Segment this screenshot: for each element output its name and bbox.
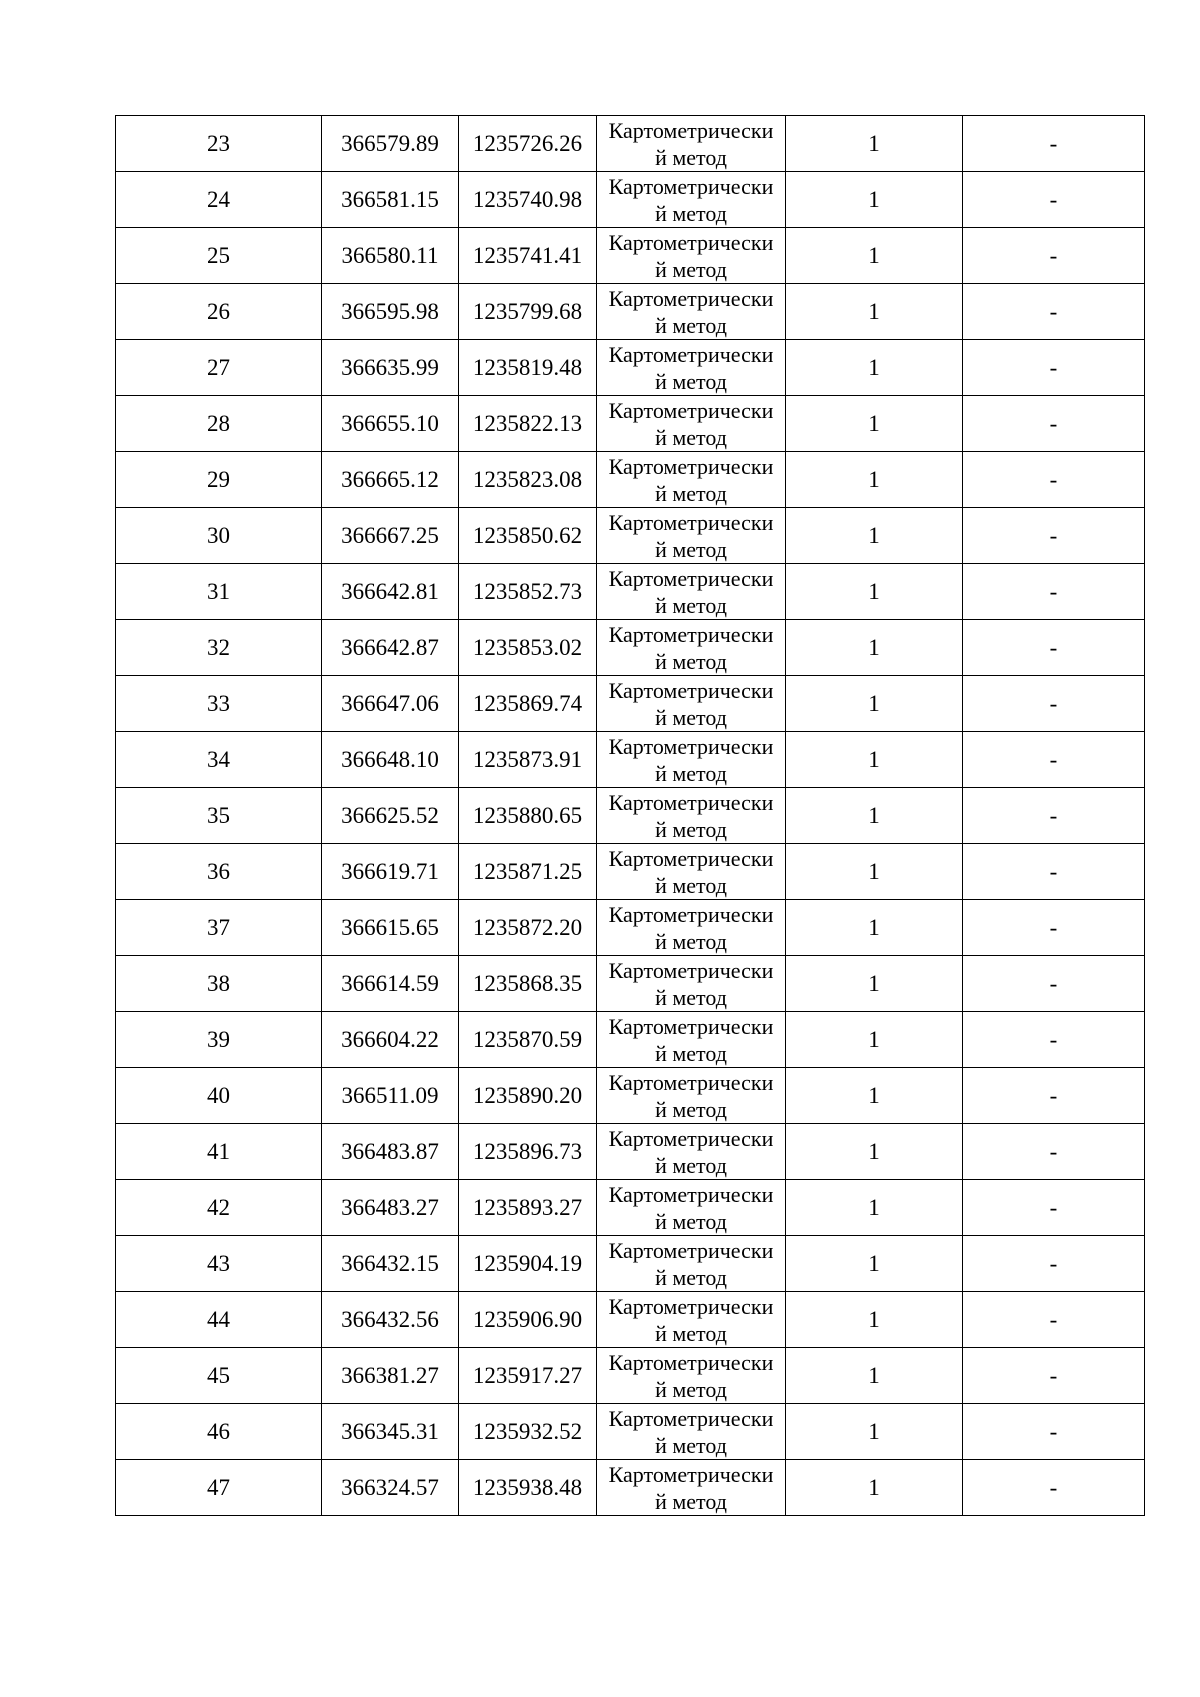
method-text-line2: й метод xyxy=(655,1152,727,1178)
method-cell xyxy=(597,844,786,900)
note-cell: - xyxy=(963,956,1145,1012)
accuracy-cell: 1 xyxy=(786,396,963,452)
note-cell: - xyxy=(963,1348,1145,1404)
table-row xyxy=(116,172,1145,228)
method-text-line1: Картометрически xyxy=(608,285,774,311)
method-cell xyxy=(597,340,786,396)
method-cell xyxy=(597,1068,786,1124)
point-number-cell: 29 xyxy=(116,452,322,508)
y-coordinate-cell: 1235870.59 xyxy=(459,1012,597,1068)
method-text-line2: й метод xyxy=(655,480,727,506)
method-text-line2: й метод xyxy=(655,928,727,954)
table-row xyxy=(116,732,1145,788)
method-cell xyxy=(597,284,786,340)
y-coordinate-cell: 1235906.90 xyxy=(459,1292,597,1348)
point-number-cell: 47 xyxy=(116,1460,322,1516)
point-number-cell: 31 xyxy=(116,564,322,620)
method-text-line2: й метод xyxy=(655,1264,727,1290)
table-row xyxy=(116,1404,1145,1460)
y-coordinate-cell: 1235890.20 xyxy=(459,1068,597,1124)
method-text-line1: Картометрически xyxy=(608,1125,774,1151)
point-number-cell: 43 xyxy=(116,1236,322,1292)
x-coordinate-cell: 366665.12 xyxy=(322,452,459,508)
method-cell xyxy=(597,1236,786,1292)
method-text-line2: й метод xyxy=(655,424,727,450)
point-number-cell: 40 xyxy=(116,1068,322,1124)
note-cell: - xyxy=(963,564,1145,620)
method-text-line1: Картометрически xyxy=(608,341,774,367)
table-row xyxy=(116,284,1145,340)
x-coordinate-cell: 366483.87 xyxy=(322,1124,459,1180)
note-cell: - xyxy=(963,508,1145,564)
x-coordinate-cell: 366579.89 xyxy=(322,116,459,172)
method-text-line1: Картометрически xyxy=(608,957,774,983)
method-text-line2: й метод xyxy=(655,1208,727,1234)
table-row xyxy=(116,1180,1145,1236)
method-text-line1: Картометрически xyxy=(608,1405,774,1431)
method-text-line2: й метод xyxy=(655,1040,727,1066)
note-cell: - xyxy=(963,1236,1145,1292)
note-cell: - xyxy=(963,1460,1145,1516)
point-number-cell: 42 xyxy=(116,1180,322,1236)
note-cell: - xyxy=(963,676,1145,732)
accuracy-cell: 1 xyxy=(786,340,963,396)
accuracy-cell: 1 xyxy=(786,1236,963,1292)
method-text-line1: Картометрически xyxy=(608,789,774,815)
method-text-line1: Картометрически xyxy=(608,117,774,143)
x-coordinate-cell: 366581.15 xyxy=(322,172,459,228)
accuracy-cell: 1 xyxy=(786,1404,963,1460)
table-row xyxy=(116,564,1145,620)
point-number-cell: 24 xyxy=(116,172,322,228)
table-row xyxy=(116,508,1145,564)
accuracy-cell: 1 xyxy=(786,1180,963,1236)
accuracy-cell: 1 xyxy=(786,508,963,564)
y-coordinate-cell: 1235852.73 xyxy=(459,564,597,620)
accuracy-cell: 1 xyxy=(786,228,963,284)
table-row xyxy=(116,340,1145,396)
y-coordinate-cell: 1235896.73 xyxy=(459,1124,597,1180)
method-cell xyxy=(597,1404,786,1460)
method-text-line1: Картометрически xyxy=(608,621,774,647)
y-coordinate-cell: 1235819.48 xyxy=(459,340,597,396)
method-text-line1: Картометрически xyxy=(608,901,774,927)
method-cell xyxy=(597,1180,786,1236)
point-number-cell: 27 xyxy=(116,340,322,396)
method-text-line1: Картометрически xyxy=(608,397,774,423)
y-coordinate-cell: 1235872.20 xyxy=(459,900,597,956)
x-coordinate-cell: 366345.31 xyxy=(322,1404,459,1460)
x-coordinate-cell: 366667.25 xyxy=(322,508,459,564)
y-coordinate-cell: 1235740.98 xyxy=(459,172,597,228)
point-number-cell: 36 xyxy=(116,844,322,900)
note-cell: - xyxy=(963,284,1145,340)
accuracy-cell: 1 xyxy=(786,172,963,228)
method-text-line2: й метод xyxy=(655,368,727,394)
method-cell xyxy=(597,452,786,508)
table-body xyxy=(116,116,1145,1516)
method-cell xyxy=(597,676,786,732)
point-number-cell: 37 xyxy=(116,900,322,956)
accuracy-cell: 1 xyxy=(786,732,963,788)
method-text-line2: й метод xyxy=(655,200,727,226)
table-row xyxy=(116,1012,1145,1068)
x-coordinate-cell: 366381.27 xyxy=(322,1348,459,1404)
y-coordinate-cell: 1235822.13 xyxy=(459,396,597,452)
point-number-cell: 28 xyxy=(116,396,322,452)
x-coordinate-cell: 366625.52 xyxy=(322,788,459,844)
method-text-line1: Картометрически xyxy=(608,453,774,479)
method-text-line2: й метод xyxy=(655,144,727,170)
x-coordinate-cell: 366511.09 xyxy=(322,1068,459,1124)
note-cell: - xyxy=(963,396,1145,452)
table-row xyxy=(116,676,1145,732)
method-cell xyxy=(597,620,786,676)
point-number-cell: 35 xyxy=(116,788,322,844)
point-number-cell: 30 xyxy=(116,508,322,564)
accuracy-cell: 1 xyxy=(786,900,963,956)
accuracy-cell: 1 xyxy=(786,1460,963,1516)
x-coordinate-cell: 366604.22 xyxy=(322,1012,459,1068)
note-cell: - xyxy=(963,340,1145,396)
point-number-cell: 25 xyxy=(116,228,322,284)
note-cell: - xyxy=(963,452,1145,508)
table-row xyxy=(116,1292,1145,1348)
point-number-cell: 23 xyxy=(116,116,322,172)
y-coordinate-cell: 1235917.27 xyxy=(459,1348,597,1404)
y-coordinate-cell: 1235853.02 xyxy=(459,620,597,676)
method-text-line2: й метод xyxy=(655,592,727,618)
table-row xyxy=(116,1460,1145,1516)
y-coordinate-cell: 1235932.52 xyxy=(459,1404,597,1460)
table-row xyxy=(116,1068,1145,1124)
method-text-line2: й метод xyxy=(655,312,727,338)
y-coordinate-cell: 1235823.08 xyxy=(459,452,597,508)
accuracy-cell: 1 xyxy=(786,676,963,732)
table-row xyxy=(116,1236,1145,1292)
accuracy-cell: 1 xyxy=(786,620,963,676)
method-cell xyxy=(597,900,786,956)
method-cell xyxy=(597,1124,786,1180)
method-cell xyxy=(597,172,786,228)
accuracy-cell: 1 xyxy=(786,788,963,844)
method-text-line2: й метод xyxy=(655,704,727,730)
x-coordinate-cell: 366432.15 xyxy=(322,1236,459,1292)
x-coordinate-cell: 366642.81 xyxy=(322,564,459,620)
note-cell: - xyxy=(963,1068,1145,1124)
method-text-line1: Картометрически xyxy=(608,1013,774,1039)
method-text-line1: Картометрически xyxy=(608,173,774,199)
note-cell: - xyxy=(963,1404,1145,1460)
accuracy-cell: 1 xyxy=(786,1068,963,1124)
y-coordinate-cell: 1235873.91 xyxy=(459,732,597,788)
accuracy-cell: 1 xyxy=(786,1012,963,1068)
y-coordinate-cell: 1235880.65 xyxy=(459,788,597,844)
accuracy-cell: 1 xyxy=(786,564,963,620)
y-coordinate-cell: 1235869.74 xyxy=(459,676,597,732)
point-number-cell: 32 xyxy=(116,620,322,676)
x-coordinate-cell: 366614.59 xyxy=(322,956,459,1012)
method-text-line1: Картометрически xyxy=(608,1069,774,1095)
method-cell xyxy=(597,564,786,620)
y-coordinate-cell: 1235726.26 xyxy=(459,116,597,172)
method-text-line2: й метод xyxy=(655,1432,727,1458)
accuracy-cell: 1 xyxy=(786,956,963,1012)
method-text-line1: Картометрически xyxy=(608,733,774,759)
y-coordinate-cell: 1235868.35 xyxy=(459,956,597,1012)
x-coordinate-cell: 366432.56 xyxy=(322,1292,459,1348)
point-number-cell: 39 xyxy=(116,1012,322,1068)
table-row xyxy=(116,844,1145,900)
x-coordinate-cell: 366324.57 xyxy=(322,1460,459,1516)
accuracy-cell: 1 xyxy=(786,1292,963,1348)
method-text-line2: й метод xyxy=(655,1488,727,1514)
method-text-line2: й метод xyxy=(655,256,727,282)
y-coordinate-cell: 1235799.68 xyxy=(459,284,597,340)
method-cell xyxy=(597,1348,786,1404)
point-number-cell: 46 xyxy=(116,1404,322,1460)
table-row xyxy=(116,956,1145,1012)
table-row xyxy=(116,1348,1145,1404)
method-text-line2: й метод xyxy=(655,872,727,898)
table-row xyxy=(116,116,1145,172)
method-text-line1: Картометрически xyxy=(608,677,774,703)
accuracy-cell: 1 xyxy=(786,1124,963,1180)
note-cell: - xyxy=(963,900,1145,956)
accuracy-cell: 1 xyxy=(786,284,963,340)
table-row xyxy=(116,788,1145,844)
method-cell xyxy=(597,1460,786,1516)
method-text-line1: Картометрически xyxy=(608,1181,774,1207)
method-text-line1: Картометрически xyxy=(608,229,774,255)
note-cell: - xyxy=(963,1012,1145,1068)
note-cell: - xyxy=(963,1180,1145,1236)
method-cell xyxy=(597,396,786,452)
y-coordinate-cell: 1235871.25 xyxy=(459,844,597,900)
method-text-line2: й метод xyxy=(655,1376,727,1402)
x-coordinate-cell: 366642.87 xyxy=(322,620,459,676)
x-coordinate-cell: 366647.06 xyxy=(322,676,459,732)
x-coordinate-cell: 366635.99 xyxy=(322,340,459,396)
note-cell: - xyxy=(963,228,1145,284)
accuracy-cell: 1 xyxy=(786,1348,963,1404)
y-coordinate-cell: 1235741.41 xyxy=(459,228,597,284)
point-number-cell: 26 xyxy=(116,284,322,340)
method-text-line1: Картометрически xyxy=(608,1293,774,1319)
note-cell: - xyxy=(963,788,1145,844)
point-number-cell: 45 xyxy=(116,1348,322,1404)
table-row xyxy=(116,228,1145,284)
method-cell xyxy=(597,1012,786,1068)
method-text-line2: й метод xyxy=(655,1096,727,1122)
method-text-line2: й метод xyxy=(655,760,727,786)
point-number-cell: 38 xyxy=(116,956,322,1012)
method-text-line2: й метод xyxy=(655,984,727,1010)
x-coordinate-cell: 366619.71 xyxy=(322,844,459,900)
method-text-line2: й метод xyxy=(655,1320,727,1346)
x-coordinate-cell: 366483.27 xyxy=(322,1180,459,1236)
x-coordinate-cell: 366655.10 xyxy=(322,396,459,452)
note-cell: - xyxy=(963,116,1145,172)
method-cell xyxy=(597,1292,786,1348)
y-coordinate-cell: 1235850.62 xyxy=(459,508,597,564)
method-cell xyxy=(597,228,786,284)
point-number-cell: 33 xyxy=(116,676,322,732)
method-text-line1: Картометрически xyxy=(608,1237,774,1263)
method-text-line1: Картометрически xyxy=(608,509,774,535)
table-row xyxy=(116,620,1145,676)
method-text-line2: й метод xyxy=(655,648,727,674)
method-cell xyxy=(597,788,786,844)
note-cell: - xyxy=(963,844,1145,900)
table-row xyxy=(116,452,1145,508)
point-number-cell: 41 xyxy=(116,1124,322,1180)
point-number-cell: 34 xyxy=(116,732,322,788)
x-coordinate-cell: 366615.65 xyxy=(322,900,459,956)
method-text-line1: Картометрически xyxy=(608,1349,774,1375)
note-cell: - xyxy=(963,1292,1145,1348)
note-cell: - xyxy=(963,172,1145,228)
table-row xyxy=(116,396,1145,452)
table-row xyxy=(116,1124,1145,1180)
method-cell xyxy=(597,116,786,172)
method-text-line1: Картометрически xyxy=(608,1461,774,1487)
x-coordinate-cell: 366595.98 xyxy=(322,284,459,340)
accuracy-cell: 1 xyxy=(786,844,963,900)
table-row xyxy=(116,900,1145,956)
y-coordinate-cell: 1235938.48 xyxy=(459,1460,597,1516)
note-cell: - xyxy=(963,1124,1145,1180)
y-coordinate-cell: 1235893.27 xyxy=(459,1180,597,1236)
x-coordinate-cell: 366580.11 xyxy=(322,228,459,284)
accuracy-cell: 1 xyxy=(786,452,963,508)
y-coordinate-cell: 1235904.19 xyxy=(459,1236,597,1292)
method-text-line1: Картометрически xyxy=(608,845,774,871)
x-coordinate-cell: 366648.10 xyxy=(322,732,459,788)
method-cell xyxy=(597,732,786,788)
method-text-line2: й метод xyxy=(655,536,727,562)
coordinates-table xyxy=(115,115,1145,1516)
accuracy-cell: 1 xyxy=(786,116,963,172)
method-text-line2: й метод xyxy=(655,816,727,842)
note-cell: - xyxy=(963,732,1145,788)
method-cell xyxy=(597,508,786,564)
method-cell xyxy=(597,956,786,1012)
method-text-line1: Картометрически xyxy=(608,565,774,591)
point-number-cell: 44 xyxy=(116,1292,322,1348)
note-cell: - xyxy=(963,620,1145,676)
